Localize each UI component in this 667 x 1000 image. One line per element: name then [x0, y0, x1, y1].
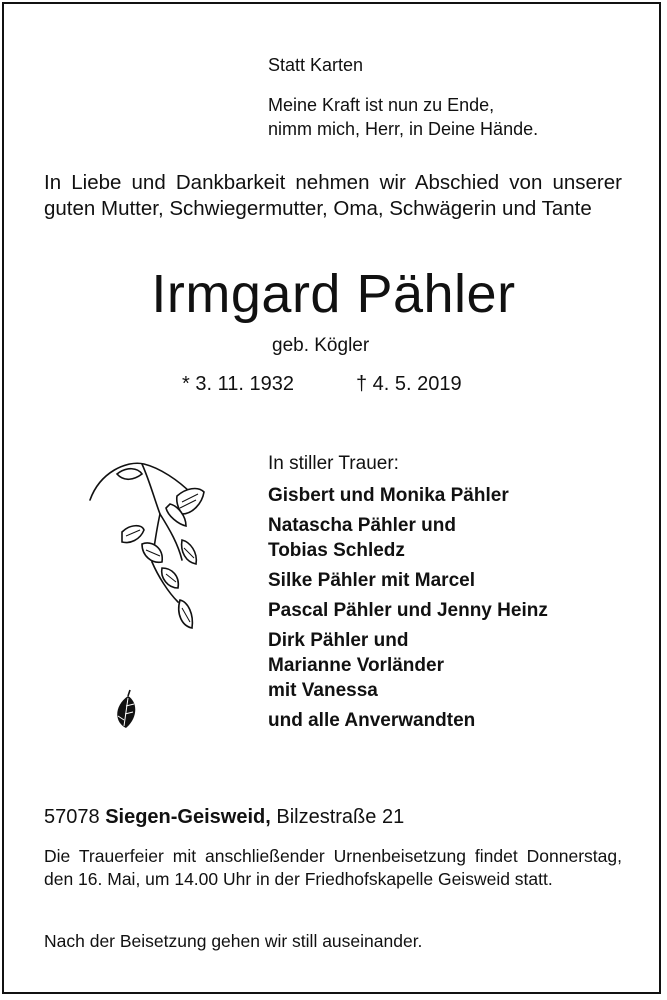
- mourner-entry: Silke Pähler mit Marcel: [268, 570, 475, 591]
- address-zip: 57078: [44, 806, 100, 828]
- verse-line-1: Meine Kraft ist nun zu Ende,: [268, 95, 495, 115]
- mourner-entry: Marianne Vorländer: [268, 655, 444, 676]
- verse-line-2: nimm mich, Herr, in Deine Hände.: [268, 119, 539, 139]
- mourner-entry: Dirk Pähler und: [268, 630, 409, 651]
- closing-text: Nach der Beisetzung gehen wir still auseinander.: [44, 931, 423, 951]
- mourners-heading: In stiller Trauer:: [268, 453, 399, 474]
- mourner-entry: mit Vanessa: [268, 680, 378, 701]
- statt-karten: Statt Karten: [268, 55, 364, 75]
- address-line: [44, 804, 404, 830]
- falling-leaf-illustration: [110, 688, 142, 736]
- mourner-entry: Pascal Pähler und Jenny Heinz: [268, 600, 548, 621]
- maiden-name: geb. Kögler: [272, 335, 370, 356]
- mourner-entry: und alle Anverwandten: [268, 710, 476, 731]
- mourner-entry: Tobias Schledz: [268, 540, 405, 561]
- address-street: Bilzestraße 21: [276, 806, 405, 828]
- mourner-entry: Natascha Pähler und: [268, 515, 456, 536]
- mourner-entry: Gisbert und Monika Pähler: [268, 485, 509, 506]
- mourners-list: [268, 483, 648, 733]
- service-text: Die Trauerfeier mit anschließender Urnenbeisetzung findet Donnerstag, den 16. Mai, um 14.00 Uhr in der Friedhofskapelle Geisweid statt.: [44, 846, 622, 889]
- birth-date: * 3. 11. 1932: [182, 373, 294, 395]
- birch-branch-illustration: [82, 452, 222, 642]
- address-city: Siegen-Geisweid,: [105, 806, 271, 828]
- death-date: † 4. 5. 2019: [356, 373, 462, 395]
- deceased-name: Irmgard Pähler: [151, 264, 516, 324]
- intro-text: In Liebe und Dankbarkeit nehmen wir Abschied von unserer guten Mutter, Schwiegermutter, Oma, Schwägerin und Tante: [44, 171, 622, 220]
